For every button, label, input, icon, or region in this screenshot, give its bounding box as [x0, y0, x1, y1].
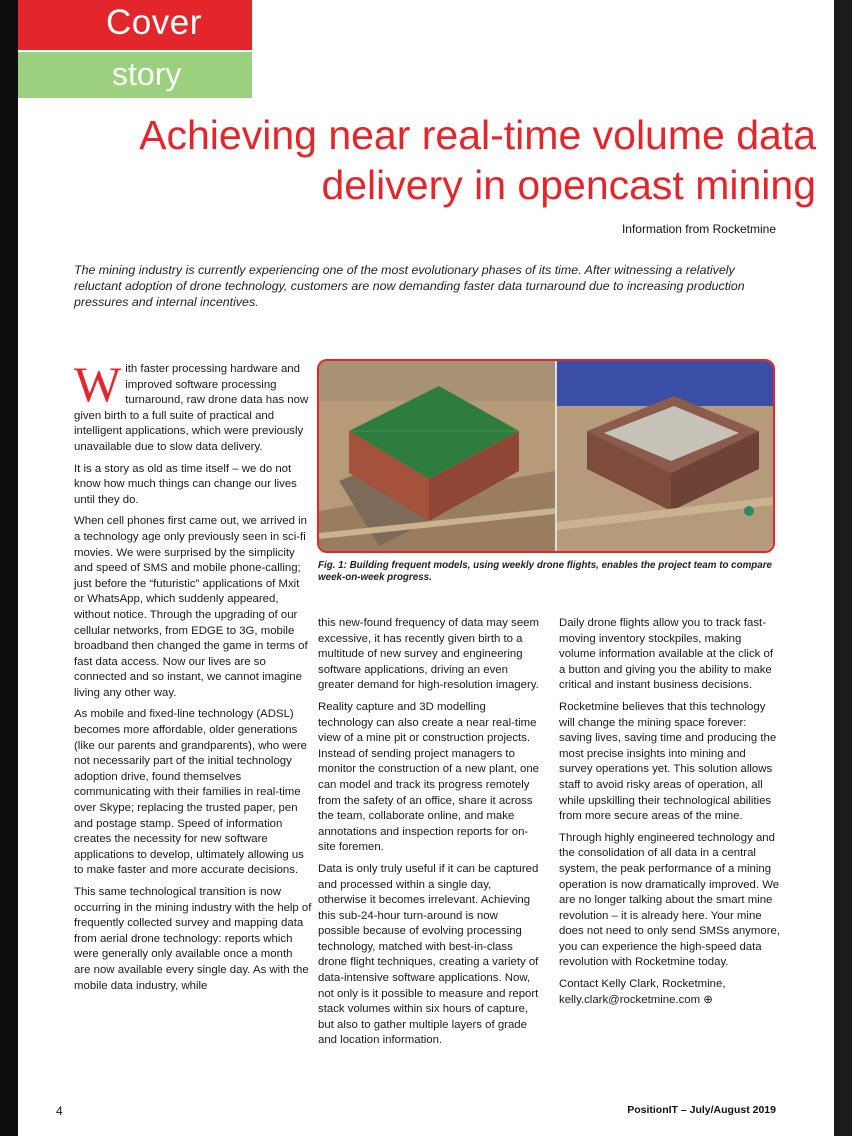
page-number: 4 — [56, 1104, 63, 1118]
paragraph: this new-found frequency of data may seem excessive, it has recently given birth to a multitude of new survey and engineering software applications, driving an even greater demand for high-resolution imagery. — [318, 617, 539, 692]
magazine-page — [18, 0, 834, 1136]
first-paragraph-text: ith faster processing hardware and improved software processing turnaround, raw drone data has now given birth to a full suite of practical and intelligent applications, which were previously unavailable due to slow data delivery. — [74, 363, 309, 453]
paragraph: Daily drone flights allow you to track fast-moving inventory stockpiles, making volume information available at the click of a button and giving you the ability to make critical and instant business decisions. — [559, 617, 773, 692]
publication-footer: PositionIT – July/August 2019 — [627, 1104, 776, 1116]
article-column-3 — [559, 616, 781, 1014]
section-tab-story: story — [18, 52, 252, 98]
figure-drone-model-photos — [317, 359, 775, 553]
article-lede: The mining industry is currently experiencing one of the most evolutionary phases of its time. After witnessing a relatively reluctant adoption of drone technology, customers are now demanding faster data turnaround due to increasing production pressures and internal incentives. — [74, 263, 745, 309]
paragraph: Reality capture and 3D modelling technology can also create a near real-time view of a mine pit or construction projects. Instead of sending project managers to monitor the construction of a new plant, one can model and track its progress remotely from the safety of an office, share it across the team, collaborate online, and make annotations and inspection reports for on-site foremen. — [318, 700, 539, 854]
left-screen-edge — [0, 0, 18, 1136]
contact-paragraph: Contact Kelly Clark, Rocketmine, kelly.clark@rocketmine.com ⊕ — [559, 978, 726, 1006]
drone-model-illustration — [319, 361, 773, 551]
section-tab-cover: Cover — [18, 0, 252, 50]
drop-cap: W — [74, 356, 122, 412]
paragraph: It is a story as old as time itself – we do not know how much things can change our lives until they do. — [74, 462, 297, 506]
paragraph: This same technological transition is now occurring in the mining industry with the help of frequently collected survey and mapping data from aerial drone technology: reports which were generally only available once a month are now available every single day. As with the mobile data industry, while — [74, 886, 312, 992]
article-column-1 — [74, 356, 312, 1000]
article-byline: Information from Rocketmine — [621, 222, 776, 236]
paragraph: When cell phones first came out, we arrived in a technology age only previously seen in sci-fi movies. We were surprised by the simplicity and speed of SMS and mobile phone-calling; just before the “futuristic” applications of Mxit or WhatsApp, which suddenly appeared, without notice. Through the upgrading of our cellular networks, from EDGE to 3G, mobile broadband then changed the game in terms of fast data access. Now our lives are so connected and so instant, we cannot imagine living any other way. — [74, 515, 308, 699]
right-screen-edge — [834, 0, 852, 1136]
first-paragraph — [74, 356, 312, 456]
article-column-2 — [318, 616, 542, 1055]
paragraph: As mobile and fixed-line technology (ADSL) becomes more affordable, older generations (like our parents and grandparents), who were not necessarily part of the initial technology adoption drive, found themselves communicating with their families in real-time over Skype; replacing the trusted paper, pen and postage stamp. Speed of information creates the necessity for new software applications to develop, ultimately allowing us to make faster and more accurate decisions. — [74, 708, 308, 877]
paragraph: Rocketmine believes that this technology will change the mining space forever: saving lives, saving time and producing the most precise insights into mining and survey operations yet. This solution allows staff to avoid risky areas of operation, all while upskilling their technological abilities from more secure areas of the mine. — [559, 700, 777, 823]
paragraph: Through highly engineered technology and the consolidation of all data in a central system, the peak performance of a mining operation is now dramatically improved. We are no longer talking about the smart mine revolution – it is already here. Your mine does not need to only send SMSs anymore, you can experience the high-speed data revolution with Rocketmine today. — [559, 831, 780, 969]
paragraph: Data is only truly useful if it can be captured and processed within a single day, otherwise it becomes irrelevant. Achieving this sub-24-hour turn-around is now possible because of evolving processing technology, matched with best-in-class drone flight techniques, creating a variety of data-intensive software applications. Now, not only is it possible to measure and report stack volumes within six hours of capture, but also to gather multiple layers of grade and location information. — [318, 862, 539, 1047]
figure-caption: Fig. 1: Building frequent models, using weekly drone flights, enables the project team to compare week-on-week progress. — [318, 560, 772, 583]
article-headline: Achieving near real-time volume data delivery in opencast mining — [139, 112, 816, 208]
